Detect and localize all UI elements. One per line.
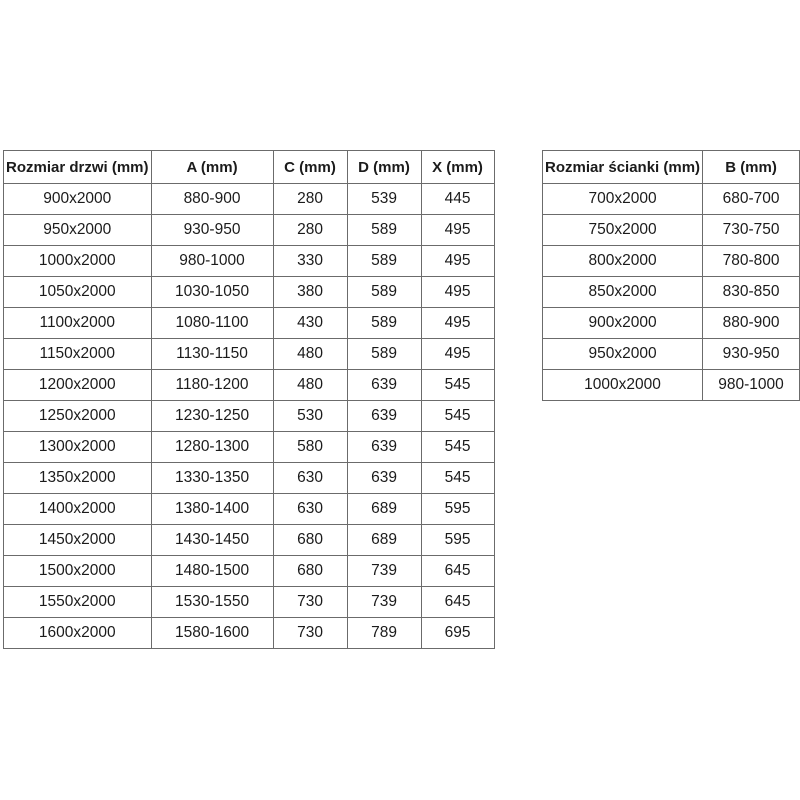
table-cell: 445: [421, 184, 494, 215]
table-row: [543, 339, 800, 370]
table-cell: 1050x2000: [4, 277, 152, 308]
table-cell: 630: [273, 494, 347, 525]
table-cell: 695: [421, 618, 494, 649]
table-row: [4, 308, 495, 339]
column-header: C (mm): [273, 151, 347, 184]
table-row: [543, 308, 800, 339]
table-cell: 1030-1050: [151, 277, 273, 308]
table-cell: 430: [273, 308, 347, 339]
table-cell: 1150x2000: [4, 339, 152, 370]
table-cell: 900x2000: [543, 308, 703, 339]
table-cell: 880-900: [703, 308, 800, 339]
table-cell: 1180-1200: [151, 370, 273, 401]
table-cell: 1080-1100: [151, 308, 273, 339]
table-cell: 1600x2000: [4, 618, 152, 649]
table-cell: 1580-1600: [151, 618, 273, 649]
table-cell: 789: [347, 618, 421, 649]
table-row: [4, 587, 495, 618]
table-cell: 645: [421, 556, 494, 587]
table-cell: 980-1000: [151, 246, 273, 277]
table-cell: 680-700: [703, 184, 800, 215]
column-header: A (mm): [151, 151, 273, 184]
table-row: [4, 277, 495, 308]
table-cell: 800x2000: [543, 246, 703, 277]
table-cell: 1000x2000: [543, 370, 703, 401]
column-header: Rozmiar drzwi (mm): [4, 151, 152, 184]
table-cell: 980-1000: [703, 370, 800, 401]
table-row: [4, 246, 495, 277]
table-cell: 680: [273, 525, 347, 556]
table-cell: 580: [273, 432, 347, 463]
table-cell: 1280-1300: [151, 432, 273, 463]
table-row: [4, 556, 495, 587]
table-cell: 730: [273, 618, 347, 649]
wall-size-table-container: [542, 150, 800, 401]
table-cell: 1450x2000: [4, 525, 152, 556]
header-row: [4, 151, 495, 184]
table-cell: 730-750: [703, 215, 800, 246]
table-row: [4, 618, 495, 649]
table-cell: 680: [273, 556, 347, 587]
table-cell: 1480-1500: [151, 556, 273, 587]
table-cell: 639: [347, 463, 421, 494]
table-cell: 950x2000: [543, 339, 703, 370]
table-cell: 730: [273, 587, 347, 618]
table-cell: 589: [347, 277, 421, 308]
table-cell: 380: [273, 277, 347, 308]
table-cell: 930-950: [703, 339, 800, 370]
column-header: Rozmiar ścianki (mm): [543, 151, 703, 184]
table-cell: 639: [347, 370, 421, 401]
table-cell: 595: [421, 494, 494, 525]
table-row: [543, 277, 800, 308]
column-header: D (mm): [347, 151, 421, 184]
table-cell: 950x2000: [4, 215, 152, 246]
table-cell: 539: [347, 184, 421, 215]
door-size-table-container: [3, 150, 495, 649]
table-cell: 530: [273, 401, 347, 432]
table-cell: 545: [421, 463, 494, 494]
table-cell: 330: [273, 246, 347, 277]
column-header: X (mm): [421, 151, 494, 184]
table-cell: 739: [347, 556, 421, 587]
table-row: [4, 432, 495, 463]
door-size-table: [3, 150, 495, 649]
table-cell: 639: [347, 401, 421, 432]
table-cell: 480: [273, 339, 347, 370]
table-cell: 1330-1350: [151, 463, 273, 494]
table-cell: 739: [347, 587, 421, 618]
table-cell: 700x2000: [543, 184, 703, 215]
table-row: [4, 401, 495, 432]
table-cell: 780-800: [703, 246, 800, 277]
table-cell: 1380-1400: [151, 494, 273, 525]
table-cell: 1230-1250: [151, 401, 273, 432]
table-cell: 589: [347, 246, 421, 277]
table-row: [4, 525, 495, 556]
table-cell: 1130-1150: [151, 339, 273, 370]
table-cell: 480: [273, 370, 347, 401]
table-cell: 495: [421, 215, 494, 246]
table-cell: 495: [421, 308, 494, 339]
table-cell: 1200x2000: [4, 370, 152, 401]
table-cell: 495: [421, 339, 494, 370]
table-cell: 689: [347, 525, 421, 556]
table-cell: 689: [347, 494, 421, 525]
table-cell: 1100x2000: [4, 308, 152, 339]
table-row: [543, 370, 800, 401]
table-row: [4, 463, 495, 494]
table-cell: 545: [421, 370, 494, 401]
table-row: [543, 215, 800, 246]
column-header: B (mm): [703, 151, 800, 184]
table-row: [4, 339, 495, 370]
table-row: [543, 184, 800, 215]
table-cell: 750x2000: [543, 215, 703, 246]
table-cell: 280: [273, 215, 347, 246]
table-cell: 630: [273, 463, 347, 494]
table-cell: 589: [347, 308, 421, 339]
table-cell: 1430-1450: [151, 525, 273, 556]
table-cell: 1350x2000: [4, 463, 152, 494]
table-cell: 545: [421, 432, 494, 463]
table-cell: 645: [421, 587, 494, 618]
table-row: [4, 184, 495, 215]
table-row: [543, 246, 800, 277]
table-cell: 1300x2000: [4, 432, 152, 463]
table-cell: 639: [347, 432, 421, 463]
table-cell: 900x2000: [4, 184, 152, 215]
table-cell: 280: [273, 184, 347, 215]
table-cell: 1500x2000: [4, 556, 152, 587]
wall-size-table: [542, 150, 800, 401]
table-cell: 589: [347, 339, 421, 370]
table-cell: 595: [421, 525, 494, 556]
table-row: [4, 494, 495, 525]
table-cell: 1530-1550: [151, 587, 273, 618]
table-cell: 1000x2000: [4, 246, 152, 277]
table-row: [4, 370, 495, 401]
table-cell: 1400x2000: [4, 494, 152, 525]
table-row: [4, 215, 495, 246]
table-cell: 495: [421, 246, 494, 277]
header-row: [543, 151, 800, 184]
table-cell: 850x2000: [543, 277, 703, 308]
table-cell: 1550x2000: [4, 587, 152, 618]
table-cell: 545: [421, 401, 494, 432]
table-cell: 495: [421, 277, 494, 308]
table-cell: 880-900: [151, 184, 273, 215]
table-cell: 930-950: [151, 215, 273, 246]
table-cell: 589: [347, 215, 421, 246]
table-cell: 830-850: [703, 277, 800, 308]
table-cell: 1250x2000: [4, 401, 152, 432]
